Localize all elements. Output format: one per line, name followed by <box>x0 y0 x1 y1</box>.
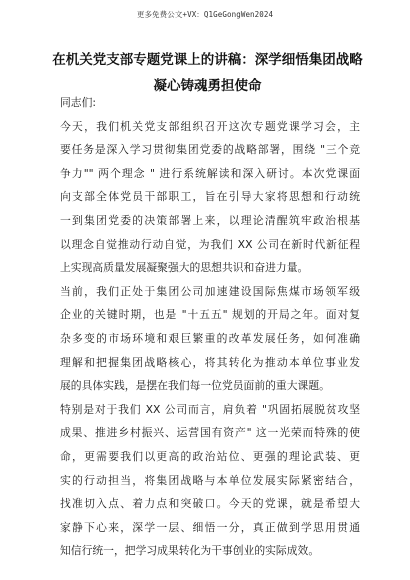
body-line: 实的行动担当，将集团战略与本单位发展实际紧密结合， <box>60 473 360 487</box>
body-line: 家静下心来，深学一层、细悟一分，真正做到学思用贯通 <box>60 520 360 534</box>
body-line: 特别是对于我们 XX 公司而言，肩负着 "巩固拓展脱贫攻坚 <box>60 402 360 416</box>
document-body <box>60 91 360 563</box>
body-line: 上实现高质量发展凝聚强大的思想共识和奋进力量。 <box>60 261 309 275</box>
title-line: 凝心铸魂勇担使命 <box>153 78 262 94</box>
body-line: 成果、推进乡村振兴、运营国有资产" 这一光荣而特殊的使 <box>60 426 360 440</box>
body-line: 向支部全体党员干部职工，旨在引导大家将思想和行动统 <box>60 190 360 204</box>
body-line: 理解和把握集团战略核心，将其转化为推动本单位事业发 <box>60 355 360 369</box>
salutation: 同志们: <box>60 96 97 109</box>
body-line: 争力"" 两个理念 " 进行系统解读和深入研讨。本次党课面 <box>60 166 360 180</box>
body-line: 要任务是深入学习贯彻集团党委的战略部署，围绕 "三个竞 <box>60 143 360 157</box>
body-line: 当前，我们正处于集团公司加速建设国际焦煤市场领军级 <box>60 284 360 298</box>
body-line: 展的具体实践，是摆在我们每一位党员面前的重大课题。 <box>60 379 330 393</box>
body-line: 一到集团党委的决策部署上来，以理论清醒筑牢政治根基 <box>60 213 360 227</box>
body-line: 杂多变的市场环境和艰巨繁重的改革发展任务，如何准确 <box>60 331 360 345</box>
body-line: 找准切入点、着力点和突破口。今天的党课，就是希望大 <box>60 497 360 511</box>
title-line: 在机关党支部专题党课上的讲稿：深学细悟集团战略 <box>52 52 363 68</box>
body-line: 企业的关键时期，也是 "十五五" 规划的开局之年。面对复 <box>60 308 360 322</box>
body-line: 命，更需要我们以更高的政治站位、更强的理论武装、更 <box>60 449 360 463</box>
body-line: 今天，我们机关党支部组织召开这次专题党课学习会，主 <box>60 119 360 133</box>
body-line: 以理念自觉推动行动自觉，为我们 XX 公司在新时代新征程 <box>60 237 360 251</box>
header-note: 更多免费公文+VX：Q1GeGongWen2024 <box>136 10 274 19</box>
body-line: 知信行统一，把学习成果转化为干事创业的实际成效。 <box>60 544 320 558</box>
